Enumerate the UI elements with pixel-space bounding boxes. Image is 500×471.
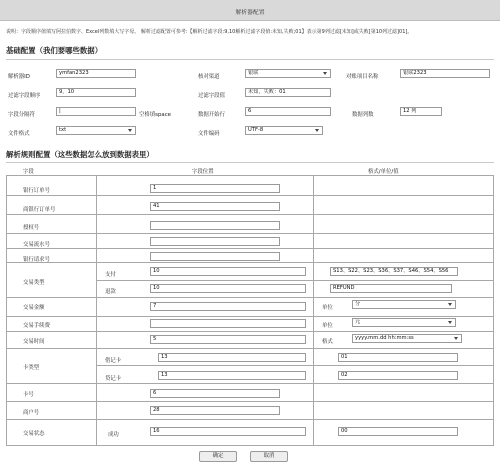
trade-type-pay-input[interactable]: 10 bbox=[150, 267, 306, 276]
row-divider bbox=[6, 419, 494, 420]
fee-unit-select[interactable] bbox=[352, 318, 456, 327]
channel-select[interactable] bbox=[245, 69, 331, 78]
row-divider bbox=[6, 297, 494, 298]
project-name-label: 对账项目名称 bbox=[346, 74, 379, 80]
basic-section-title: 基础配置（我们要哪些数据） bbox=[6, 46, 103, 55]
time-format-label: 格式 bbox=[322, 339, 333, 345]
window-titlebar bbox=[0, 0, 500, 21]
chevron-down-icon bbox=[323, 72, 327, 75]
row-divider bbox=[6, 348, 494, 349]
rules-divider bbox=[6, 162, 494, 163]
trade-type-pay-label: 支付 bbox=[105, 272, 116, 278]
time-position-input[interactable]: 5 bbox=[150, 335, 306, 344]
card-type-debit-format-input[interactable]: 01 bbox=[338, 353, 458, 362]
row-divider bbox=[6, 316, 494, 317]
encoding-value: UTF-8 bbox=[248, 127, 264, 133]
amount-unit-label: 单位 bbox=[322, 305, 333, 311]
row-divider bbox=[6, 401, 494, 402]
trade-type-pay-format-input[interactable]: S13、S22、S23、S36、S37、S46、S54、S56 bbox=[330, 267, 458, 276]
status-success-input[interactable]: 16 bbox=[150, 427, 306, 436]
window-title: 解析器配置 bbox=[235, 10, 265, 16]
card-no-position-input[interactable]: 6 bbox=[150, 389, 280, 398]
row-label-merchant-no: 商户号 bbox=[23, 410, 40, 416]
card-type-debit-label: 借记卡 bbox=[105, 358, 122, 364]
project-name-input[interactable]: 银联2323 bbox=[400, 69, 490, 78]
row-label-bank-order: 银行订单号 bbox=[23, 188, 50, 194]
encoding-label: 文件编码 bbox=[198, 131, 220, 137]
encoding-select[interactable] bbox=[245, 126, 323, 135]
parser-id-label: 解析器ID bbox=[8, 74, 30, 80]
row-label-auth-code: 授权号 bbox=[23, 225, 40, 231]
channel-select-value: 银联 bbox=[248, 70, 259, 76]
status-success-format-input[interactable]: 00 bbox=[338, 427, 458, 436]
bank-request-position-input[interactable] bbox=[150, 252, 280, 261]
separator-hint: 空格填space bbox=[139, 112, 171, 118]
serial-position-input[interactable] bbox=[150, 237, 280, 246]
chevron-down-icon bbox=[315, 129, 319, 132]
row-label-status: 交易状态 bbox=[23, 431, 45, 437]
basic-divider bbox=[6, 59, 494, 60]
trade-type-refund-format-input[interactable]: REFUND bbox=[330, 284, 452, 293]
table-border-top bbox=[6, 175, 494, 176]
row-divider bbox=[6, 262, 494, 263]
amount-unit-value: 分 bbox=[355, 301, 361, 307]
row-divider bbox=[6, 331, 494, 332]
column-header-field: 字段 bbox=[23, 169, 34, 175]
row-divider bbox=[6, 383, 494, 384]
row-label-amount: 交易金额 bbox=[23, 305, 45, 311]
chevron-down-icon bbox=[128, 129, 132, 132]
parser-id-input[interactable]: ymfan2323 bbox=[56, 69, 136, 78]
amount-unit-select[interactable] bbox=[352, 300, 456, 309]
card-type-debit-input[interactable]: 13 bbox=[158, 353, 306, 362]
table-border-bottom bbox=[6, 445, 494, 446]
cancel-button[interactable]: 取消 bbox=[250, 451, 288, 462]
status-success-label: 成功 bbox=[108, 432, 119, 438]
column-count-label: 数据列数 bbox=[352, 112, 374, 118]
channel-label: 核对渠道 bbox=[198, 74, 220, 80]
table-border-right bbox=[493, 175, 494, 445]
table-border-left bbox=[6, 175, 7, 445]
card-type-credit-input[interactable]: 13 bbox=[158, 371, 306, 380]
start-row-input[interactable]: 6 bbox=[245, 107, 331, 116]
time-format-value: yyyy.mm.dd hh:mm:ss bbox=[355, 335, 414, 341]
merchant-order-position-input[interactable]: 41 bbox=[150, 202, 280, 211]
chevron-down-icon bbox=[448, 321, 452, 324]
fee-unit-value: 元 bbox=[355, 319, 361, 325]
row-label-bank-request: 银行请求号 bbox=[23, 257, 50, 263]
bank-order-position-input[interactable]: 1 bbox=[150, 184, 280, 193]
chevron-down-icon bbox=[454, 337, 458, 340]
row-divider bbox=[96, 365, 493, 366]
row-label-merchant-order: 商银行订单号 bbox=[23, 207, 56, 213]
file-format-label: 文件格式 bbox=[8, 131, 30, 137]
trade-type-refund-input[interactable]: 10 bbox=[150, 284, 306, 293]
table-col-divider-2 bbox=[313, 175, 314, 445]
file-format-select[interactable] bbox=[56, 126, 136, 135]
row-divider bbox=[6, 248, 494, 249]
row-label-trade-type: 交易类型 bbox=[23, 280, 45, 286]
column-header-position: 字段位置 bbox=[192, 169, 214, 175]
rules-section-title: 解析规则配置（这些数据怎么放到数据表里） bbox=[6, 150, 154, 159]
row-label-fee: 交易手续费 bbox=[23, 323, 50, 329]
row-divider bbox=[96, 280, 493, 281]
row-label-time: 交易时间 bbox=[23, 339, 45, 345]
merchant-no-position-input[interactable]: 28 bbox=[150, 406, 280, 415]
amount-position-input[interactable]: 7 bbox=[150, 302, 306, 311]
row-divider bbox=[6, 233, 494, 234]
row-label-card-type: 卡类型 bbox=[23, 365, 40, 371]
instruction-note: 说明：字段顺序值填写阿拉伯数字、Excel列数填大写字母。 解析过滤配置可参考:【解析过滤字段:9,10解析过滤字段值:未知,失败;01】表示第9列过滤[未知]或失败[第10列过滤]01]。 bbox=[6, 29, 413, 35]
separator-label: 字段分隔符 bbox=[8, 112, 35, 118]
column-count-input[interactable]: 12 列 bbox=[400, 107, 442, 116]
row-label-serial: 交易流水号 bbox=[23, 242, 50, 248]
separator-input[interactable]: | bbox=[56, 107, 136, 116]
filter-order-input[interactable]: 9，10 bbox=[56, 88, 136, 97]
start-row-label: 数据开始行 bbox=[198, 112, 225, 118]
filter-value-label: 过滤字段值 bbox=[198, 93, 225, 99]
fee-unit-label: 单位 bbox=[322, 323, 333, 329]
column-header-format: 格式/单位/值 bbox=[368, 169, 399, 175]
confirm-button[interactable]: 确定 bbox=[199, 451, 237, 462]
fee-position-input[interactable] bbox=[150, 319, 306, 328]
file-format-value: txt bbox=[59, 127, 67, 133]
card-type-credit-format-input[interactable]: 02 bbox=[338, 371, 458, 380]
auth-code-position-input[interactable] bbox=[150, 221, 280, 230]
row-label-card-no: 卡号 bbox=[23, 392, 34, 398]
trade-type-refund-label: 退款 bbox=[105, 289, 116, 295]
chevron-down-icon bbox=[448, 303, 452, 306]
table-col-divider-1 bbox=[96, 175, 97, 445]
time-format-select[interactable] bbox=[352, 334, 462, 343]
filter-value-input[interactable]: 未知，失败：01 bbox=[245, 88, 331, 97]
row-divider bbox=[6, 214, 494, 215]
row-divider bbox=[6, 195, 494, 196]
filter-order-label: 过滤字段顺序 bbox=[8, 93, 41, 99]
card-type-credit-label: 贷记卡 bbox=[105, 376, 122, 382]
